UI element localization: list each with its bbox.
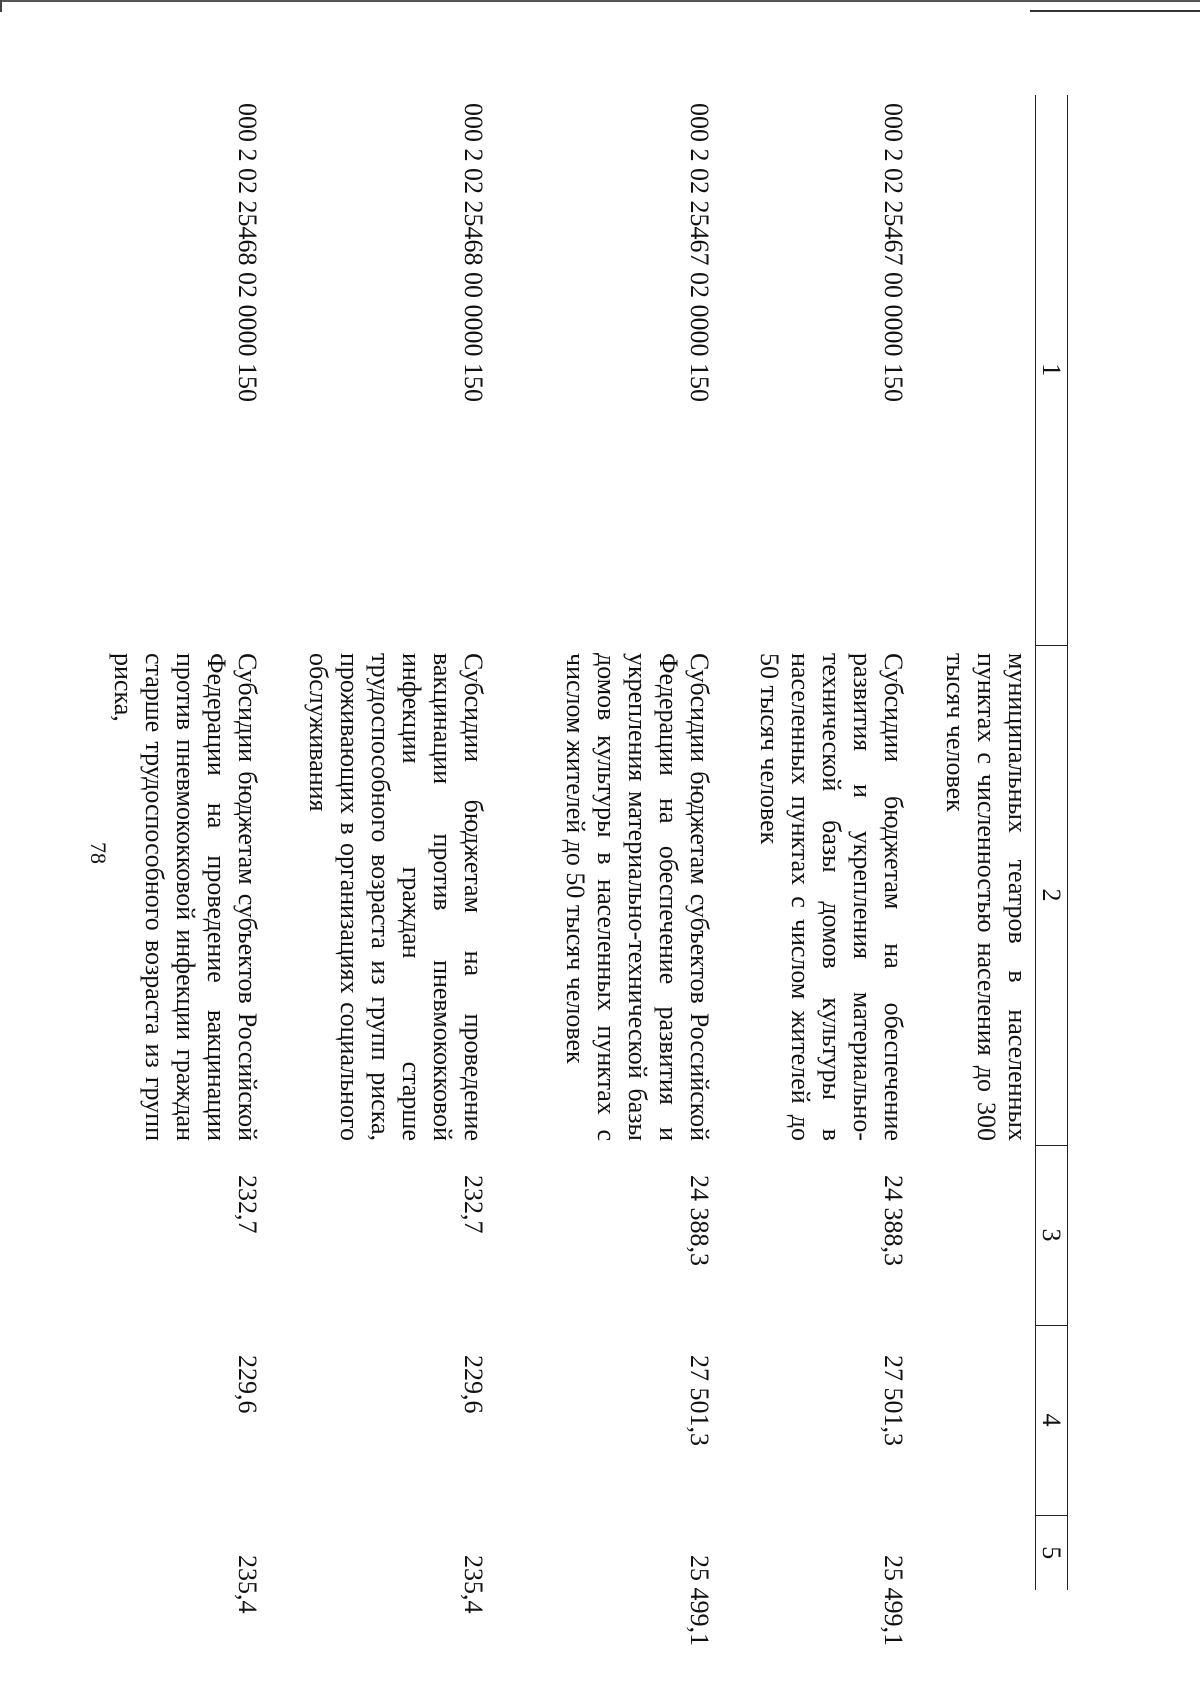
cell-col5: 25 499,1 [879,1555,908,1646]
cell-description: Субсидии бюджетам на проведение вакцинации против пневмококковой инфекции граждан старше трудоспособного возраста из групп риска, проживающих в организациях социального обслуживания [304,653,488,1141]
table-header [1036,95,1068,1590]
page-number: 78 [86,842,111,864]
cell-col3: 24 388,3 [685,1175,714,1266]
header-row [1036,95,1068,1590]
scan-edge-left [0,0,2,12]
cell-col3: 232,7 [233,1175,262,1234]
table-row [497,95,723,1590]
budget-table-wrap [108,95,1068,1646]
cell-col3: 24 388,3 [879,1175,908,1266]
cell-description: Субсидии бюджетам на обеспечение развития и укрепления материально-технической базы домов культуры в населенных пунктах с числом жителей до 50 тысяч человек [755,653,908,1141]
cell-col3: 232,7 [459,1175,488,1234]
cell-description: Субсидии бюджетам субъектов Российской Федерации на обеспечение развития и укрепления материально-технической базы домов культуры в населенных пунктах с числом жителей до 50 тысяч человек [561,653,714,1141]
cell-code: 000 2 02 25468 00 0000 150 [459,103,488,402]
cell-col4: 229,6 [459,1355,488,1414]
cell-col4: 229,6 [233,1355,262,1414]
header-col-3: 3 [1036,1145,1068,1325]
cell-description: муниципальных театров в населенных пунктах с численностью населения до 300 тысяч человек [941,653,1032,1141]
header-col-5: 5 [1036,1515,1068,1590]
cell-col4 [917,1325,1036,1515]
budget-table [108,95,1068,1646]
cell-col5: 25 499,1 [685,1555,714,1646]
table-row [271,95,497,1590]
cell-description: Субсидии бюджетам субъектов Российской Федерации на проведение вакцинации против пневмококковой инфекции граждан старше трудоспособного возраста из групп риска, [109,653,262,1141]
cell-col5 [917,1515,1036,1590]
cell-code: 000 2 02 25467 02 0000 150 [685,103,714,402]
cell-code [917,95,1036,645]
cell-code: 000 2 02 25467 00 0000 150 [879,103,908,402]
table-row [723,95,917,1590]
table-row [108,95,271,1590]
cell-col5: 235,4 [459,1555,488,1614]
cell-code: 000 2 02 25468 02 0000 150 [233,103,262,402]
cell-col3 [917,1145,1036,1325]
cell-col5: 235,4 [233,1555,262,1614]
cell-col4: 27 501,3 [879,1355,908,1446]
header-col-4: 4 [1036,1325,1068,1515]
header-col-2: 2 [1036,645,1068,1145]
rotated-page [109,0,1200,1650]
table-row [917,95,1036,1590]
table-body [108,95,1036,1646]
header-col-1: 1 [1036,95,1068,645]
cell-col4: 27 501,3 [685,1355,714,1446]
